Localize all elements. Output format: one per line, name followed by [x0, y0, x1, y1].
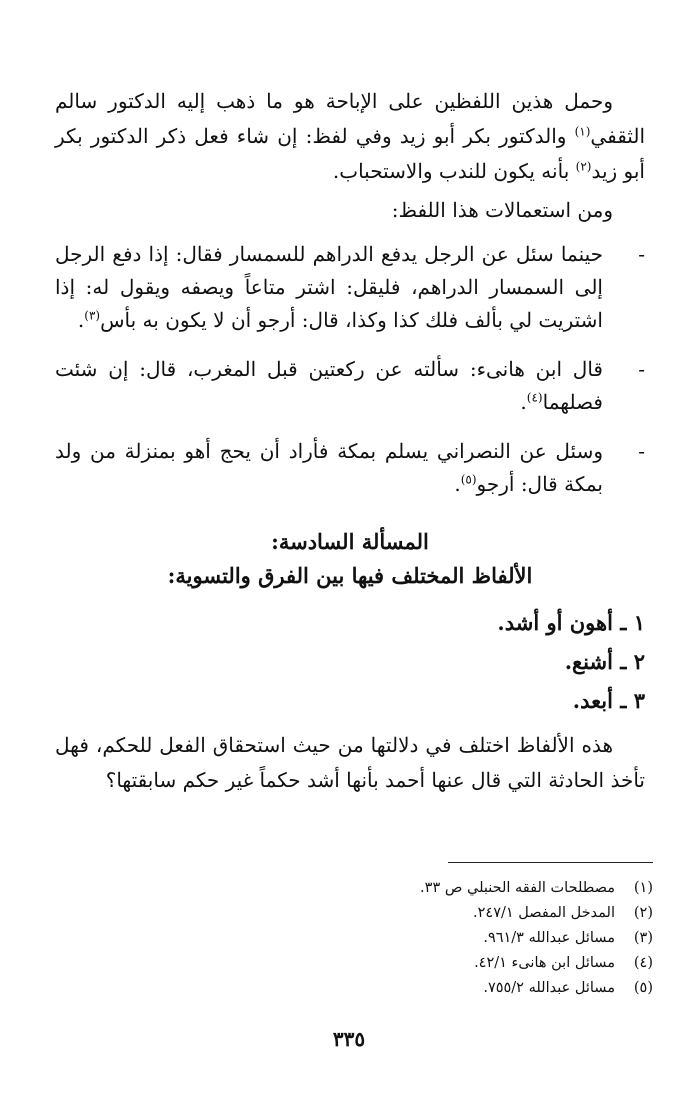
footnote-divider	[448, 862, 653, 863]
item-text: وسئل عن النصراني يسلم بمكة فأراد أن يحج أهو بمنزلة من ولد بمكة قال: أرجو	[55, 439, 603, 496]
intro-text-a: وحمل هذين اللفظين على الإباحة هو ما ذهب إليه الدكتور سالم الثقفي	[55, 89, 645, 148]
footnote-ref-5: (٥)	[460, 472, 477, 487]
footnotes	[253, 876, 653, 1001]
item-end: .	[77, 308, 85, 332]
footnote-text: مسائل عبدالله ٩٦١/٣.	[483, 930, 615, 946]
page-number: ٣٣٥	[332, 1027, 366, 1051]
footnote-ref-1: (١)	[574, 124, 591, 139]
footnote	[253, 876, 653, 901]
footnote	[253, 926, 653, 951]
intro-text-b: والدكتور بكر أبو زيد وفي لفظ: إن شاء فعل ذكر الدكتور بكر أبو زيد	[55, 124, 645, 183]
intro-paragraph	[55, 84, 645, 189]
list-item	[55, 353, 645, 419]
item-text: حينما سئل عن الرجل يدفع الدراهم للسمسار فقال: إذا دفع الرجل إلى السمسار الدراهم، فليقل: اشتر متاعاً ويصفه ويقول له: إذا اشتريت لي بألف فلك كذا وكذا، قال: أرجو أن لا يكون به بأس	[55, 242, 603, 332]
footnote	[253, 901, 653, 926]
usage-intro: ومن استعمالات هذا اللفظ:	[391, 198, 613, 222]
item-end: .	[454, 472, 461, 496]
footnote	[253, 951, 653, 976]
footnote	[253, 976, 653, 1001]
numbered-item: ١ ـ أهون أو أشد.	[497, 610, 645, 635]
list-item	[55, 238, 645, 337]
footnote-text: مسائل ابن هانىء ٤٢/١.	[474, 955, 615, 971]
item-end: .	[520, 390, 527, 414]
bullet-mark: -	[638, 242, 645, 266]
footnote-text: مسائل عبدالله ٧٥٥/٢.	[483, 980, 615, 996]
footnote-number: (٣)	[633, 930, 653, 946]
footnote-ref-2: (٢)	[575, 159, 592, 174]
main-text	[55, 84, 645, 798]
footnote-number: (٢)	[633, 905, 653, 921]
item-text: قال ابن هانىء: سألته عن ركعتين قبل المغرب، قال: إن شئت فصلهما	[55, 357, 603, 414]
footnote-text: المدخل المفصل ٢٤٧/١.	[473, 905, 615, 921]
footnote-ref-3: (٣)	[84, 308, 101, 323]
closing-paragraph: هذه الألفاظ اختلف في دلالتها من حيث استحقاق الفعل للحكم، فهل تأخذ الحادثة التي قال عنها أحمد بأنها أشد حكماً غير حكم سابقتها؟	[55, 733, 645, 792]
section-heading: المسألة السادسة:	[271, 529, 429, 554]
numbered-item: ٢ ـ أشنع.	[564, 649, 645, 674]
bullet-mark: -	[638, 357, 645, 381]
bullet-mark: -	[638, 439, 645, 463]
footnote-ref-4: (٤)	[526, 390, 543, 405]
footnote-text: مصطلحات الفقه الحنبلي ص ٣٣.	[420, 880, 615, 896]
list-item	[55, 435, 645, 501]
numbered-item: ٣ ـ أبعد.	[572, 688, 645, 713]
footnote-number: (٥)	[633, 980, 653, 996]
footnote-number: (٤)	[633, 955, 653, 971]
section-subheading: الألفاظ المختلف فيها بين الفرق والتسوية:	[167, 563, 533, 588]
intro-text-c: بأنه يكون للندب والاستحباب.	[332, 159, 576, 183]
footnote-number: (١)	[633, 880, 653, 896]
